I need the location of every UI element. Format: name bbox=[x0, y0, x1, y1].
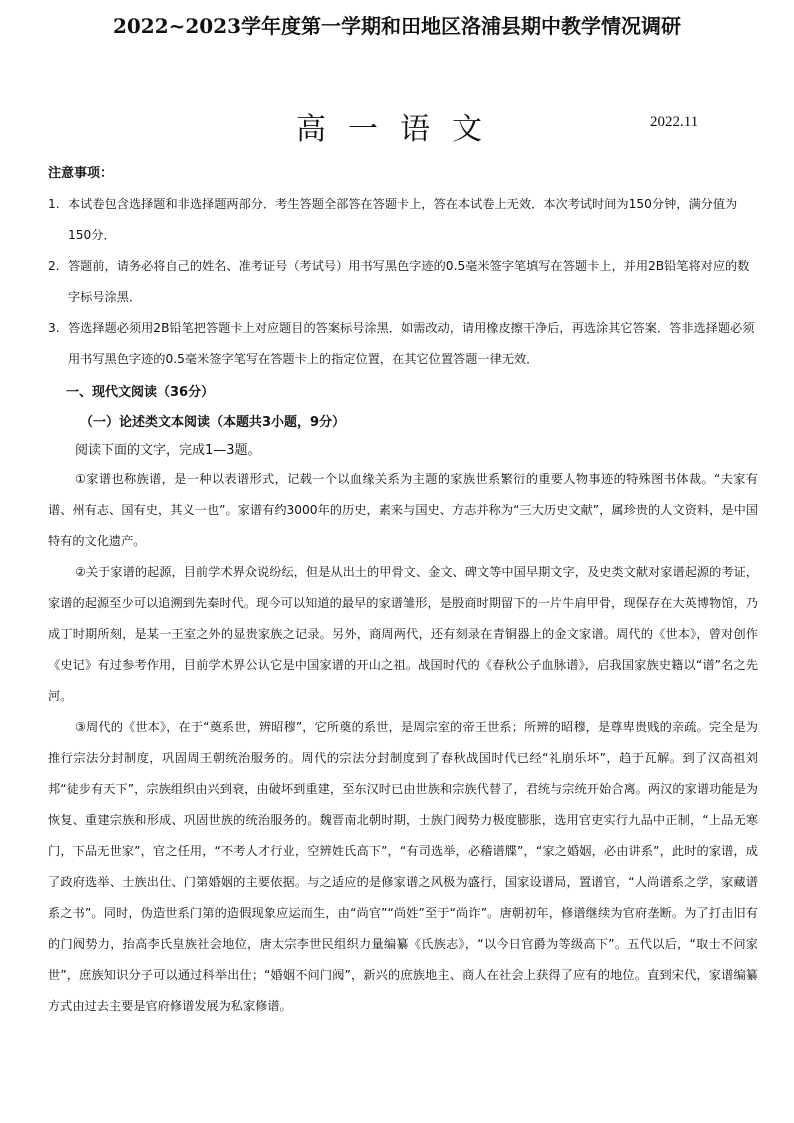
passage-paragraph: ②关于家谱的起源，目前学术界众说纷纭，但是从出土的甲骨文、金文、碑文等中国早期文字，及史类文献对家谱起源的考证，家谱的起源至少可以追溯到先秦时代。现今可以知道的最早的家谱雏形，是殷商时期留下的一片牛肩甲骨，现保存在大英博物馆，乃成丁时期所刻，是某一王室之外的显贵家族之记录。另外，商周两代，还有刻录在青铜器上的金文家谱。周代的《世本》，曾对创作《史记》有过参考作用，目前学术界公认它是中国家谱的开山之祖。战国时代的《春秋公子血脉谱》，启我国家族史籍以“谱”名之先河。 bbox=[48, 565, 758, 703]
note-item bbox=[48, 313, 758, 375]
subsection-heading: （一）论述类文本阅读（本题共3小题，9分） bbox=[80, 415, 346, 430]
note-item bbox=[48, 251, 758, 313]
notes-heading: 注意事项： bbox=[48, 166, 114, 181]
note-item bbox=[48, 189, 758, 251]
note-text: 答题前，请务必将自己的姓名、准考证号（考试号）用书写黑色字迹的0.5毫米签字笔填写在答题卡上，并用2B铅笔将对应的数字标号涂黑． bbox=[68, 259, 750, 304]
passage-paragraph: ①家谱也称族谱，是一种以表谱形式，记载一个以血缘关系为主题的家族世系繁衍的重要人物事迹的特殊图书体裁。“夫家有谱、州有志、国有史，其义一也”。家谱有约3000年的历史，素来与国史、方志并称为“三大历史文献”，属珍贵的人文资料，是中国特有的文化遗产。 bbox=[48, 472, 758, 548]
note-number: 1. bbox=[48, 197, 60, 211]
note-number: 2. bbox=[48, 259, 60, 273]
section-heading: 一、现代文阅读（36分） bbox=[66, 385, 215, 400]
note-number: 3. bbox=[48, 321, 60, 335]
subject-title: 高一语文 bbox=[296, 112, 504, 147]
reading-instruction: 阅读下面的文字，完成1—3题。 bbox=[75, 443, 261, 458]
exam-title: 2022~2023学年度第一学期和田地区洛浦县期中教学情况调研 bbox=[112, 14, 682, 38]
note-text: 答选择题必须用2B铅笔把答题卡上对应题目的答案标号涂黑．如需改动，请用橡皮擦干净后，再选涂其它答案．答非选择题必须用书写黑色字迹的0.5毫米签字笔写在答题卡上的指定位置，在其它位置答题一律无效． bbox=[68, 321, 755, 366]
passage-paragraph: ③周代的《世本》，在于“奠系世，辨昭穆”，它所奠的系世，是周宗室的帝王世系；所辨的昭穆，是尊卑贵贱的亲疏。完全是为推行宗法分封制度，巩固周王朝统治服务的。周代的宗法分封制度到了春秋战国时代已经“礼崩乐坏”，趋于瓦解。到了汉高祖刘邦“徒步有天下”，宗族组织由兴到衰，由破坏到重建，至东汉时已由世族和宗族代替了，君统与宗统开始合离。两汉的家谱功能是为恢复、重建宗族和形成、巩固世族的统治服务的。魏晋南北朝时期，士族门阀势力极度膨胀，选用官吏实行九品中正制，“上品无寒门，下品无世家”，官之任用，“不考人才行业，空辨姓氏高下”，“有司选举，必稽谱牒”，“家之婚姻，必由讲系”，此时的家谱，成了政府选举、士族出仕、门第婚姻的主要依据。与之适应的是修家谱之风极为盛行，国家设谱局，置谱官，“人尚谱系之学，家藏谱系之书”。同时，伪造世系门第的造假现象应运而生，由“尚官”“尚姓”至于“尚诈”。唐朝初年，修谱继续为官府垄断。为了打击旧有的门阀势力，抬高李氏皇族社会地位，唐太宗李世民组织力量编纂《氏族志》，“以今日官爵为等级高下”。五代以后，“取士不问家世”，庶族知识分子可以通过科举出仕；“婚姻不问门阀”，新兴的庶族地主、商人在社会上获得了应有的地位。直到宋代，家谱编纂方式由过去主要是官府修谱发展为私家修谱。 bbox=[48, 720, 758, 1013]
reading-passage bbox=[48, 464, 758, 1022]
exam-date: 2022.11 bbox=[650, 114, 699, 130]
note-text: 本试卷包含选择题和非选择题两部分．考生答题全部答在答题卡上，答在本试卷上无效．本次考试时间为150分钟，满分值为150分． bbox=[68, 197, 738, 242]
notes-list bbox=[48, 189, 758, 375]
